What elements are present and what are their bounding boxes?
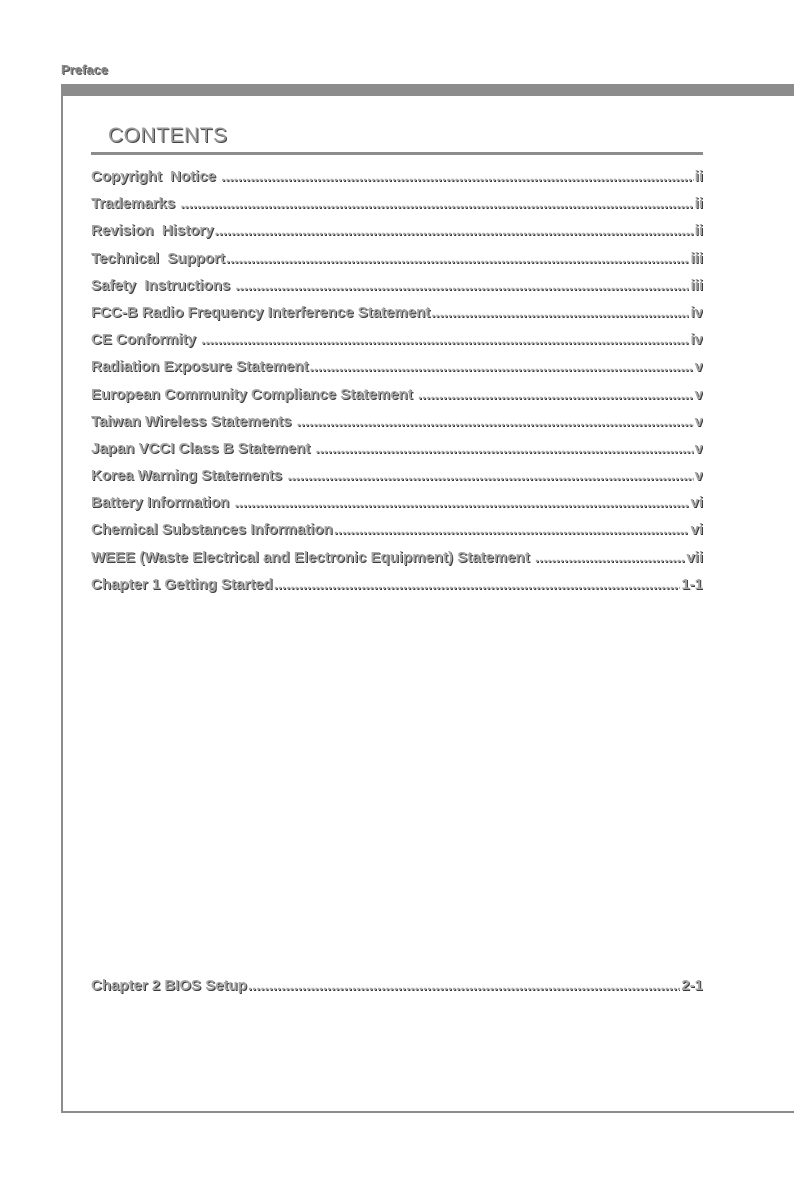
toc-list-continued [91, 977, 703, 1004]
toc-entry-title: FCC-B Radio Frequency Interference Statement [91, 303, 431, 321]
page-frame-left [61, 96, 63, 1113]
contents-title: CONTENTS [108, 124, 228, 147]
toc-entry-ec-compliance[interactable] [91, 386, 703, 413]
page-frame-bottom [61, 1111, 794, 1113]
toc-leader-dots [226, 250, 690, 267]
toc-entry-technical-support[interactable] [91, 250, 703, 277]
toc-entry-page: v [694, 412, 703, 430]
toc-entry-taiwan-wireless[interactable] [91, 413, 703, 440]
toc-entry-title: Japan VCCI Class B Statement [91, 439, 315, 457]
toc-entry-page: iv [690, 303, 703, 321]
toc-leader-dots [235, 494, 690, 511]
toc-entry-safety-instructions[interactable] [91, 277, 703, 304]
toc-entry-title: European Community Compliance Statement [91, 385, 417, 403]
toc-leader-dots [180, 195, 693, 212]
toc-entry-page: iv [690, 331, 703, 349]
toc-entry-korea-warning[interactable] [91, 467, 703, 494]
toc-leader-dots [431, 304, 689, 321]
toc-entry-title: Copyright Notice [91, 168, 221, 185]
toc-entry-page: iii [690, 249, 703, 267]
toc-leader-dots [287, 467, 693, 484]
toc-entry-radiation-exposure[interactable] [91, 358, 703, 385]
toc-entry-japan-vcci[interactable] [91, 440, 703, 467]
toc-entry-page: ii [694, 195, 703, 213]
toc-entry-page: ii [694, 222, 703, 240]
toc-leader-dots [310, 358, 694, 375]
toc-leader-dots [248, 977, 680, 994]
toc-entry-fcc-b-statement[interactable] [91, 304, 703, 331]
toc-entry-title: Safety Instructions [91, 276, 235, 294]
toc-entry-title: Radiation Exposure Statement [91, 358, 309, 376]
toc-leader-dots [334, 521, 690, 538]
toc-entry-title: Chapter 2 BIOS Setup [91, 977, 247, 994]
toc-entry-title: Chapter 1 Getting Started [91, 575, 273, 593]
toc-entry-title: Battery Information [91, 494, 234, 512]
toc-leader-dots [418, 386, 694, 403]
toc-entry-battery-information[interactable] [91, 494, 703, 521]
toc-entry-page: v [694, 439, 703, 457]
toc-entry-weee-statement[interactable] [91, 549, 703, 576]
header-bar [61, 84, 794, 96]
toc-entry-title: Technical Support [91, 249, 225, 267]
toc-leader-dots [235, 277, 689, 294]
toc-entry-page: ii [694, 168, 703, 185]
toc-entry-chapter-2[interactable] [91, 977, 703, 1004]
toc-entry-trademarks[interactable] [91, 195, 703, 222]
toc-leader-dots [221, 168, 693, 185]
toc-entry-page: v [694, 358, 703, 376]
toc-entry-title: Trademarks [91, 195, 180, 213]
toc-entry-revision-history[interactable] [91, 222, 703, 249]
toc-leader-dots [535, 549, 685, 566]
toc-entry-title: Korea Warning Statements [91, 467, 287, 485]
toc-entry-page: vi [690, 521, 703, 539]
toc-entry-page: vii [686, 548, 703, 566]
toc-entry-page: v [694, 467, 703, 485]
toc-entry-page: v [694, 385, 703, 403]
toc-leader-dots [274, 576, 681, 593]
toc-entry-title: Chemical Substances Information [91, 521, 333, 539]
toc-entry-chapter-1[interactable] [91, 576, 703, 603]
toc-entry-chemical-substances[interactable] [91, 521, 703, 548]
toc-leader-dots [297, 413, 694, 430]
toc-entry-page: iii [690, 276, 703, 294]
toc-entry-page: 1-1 [681, 575, 703, 593]
toc-entry-title: WEEE (Waste Electrical and Electronic Equipment) Statement [91, 548, 534, 566]
toc-entry-copyright-notice[interactable] [91, 168, 703, 195]
toc-entry-title: CE Conformity [91, 331, 201, 349]
running-head: Preface [61, 62, 108, 77]
toc-leader-dots [201, 331, 689, 348]
title-rule [91, 152, 703, 155]
toc-entry-ce-conformity[interactable] [91, 331, 703, 358]
toc-entry-title: Taiwan Wireless Statements [91, 412, 296, 430]
toc-leader-dots [315, 440, 693, 457]
toc-entry-page: vi [690, 494, 703, 512]
toc-entry-title: Revision History [91, 222, 214, 240]
toc-leader-dots [215, 222, 694, 239]
toc-entry-page: 2-1 [681, 977, 703, 994]
toc-list [91, 168, 703, 603]
